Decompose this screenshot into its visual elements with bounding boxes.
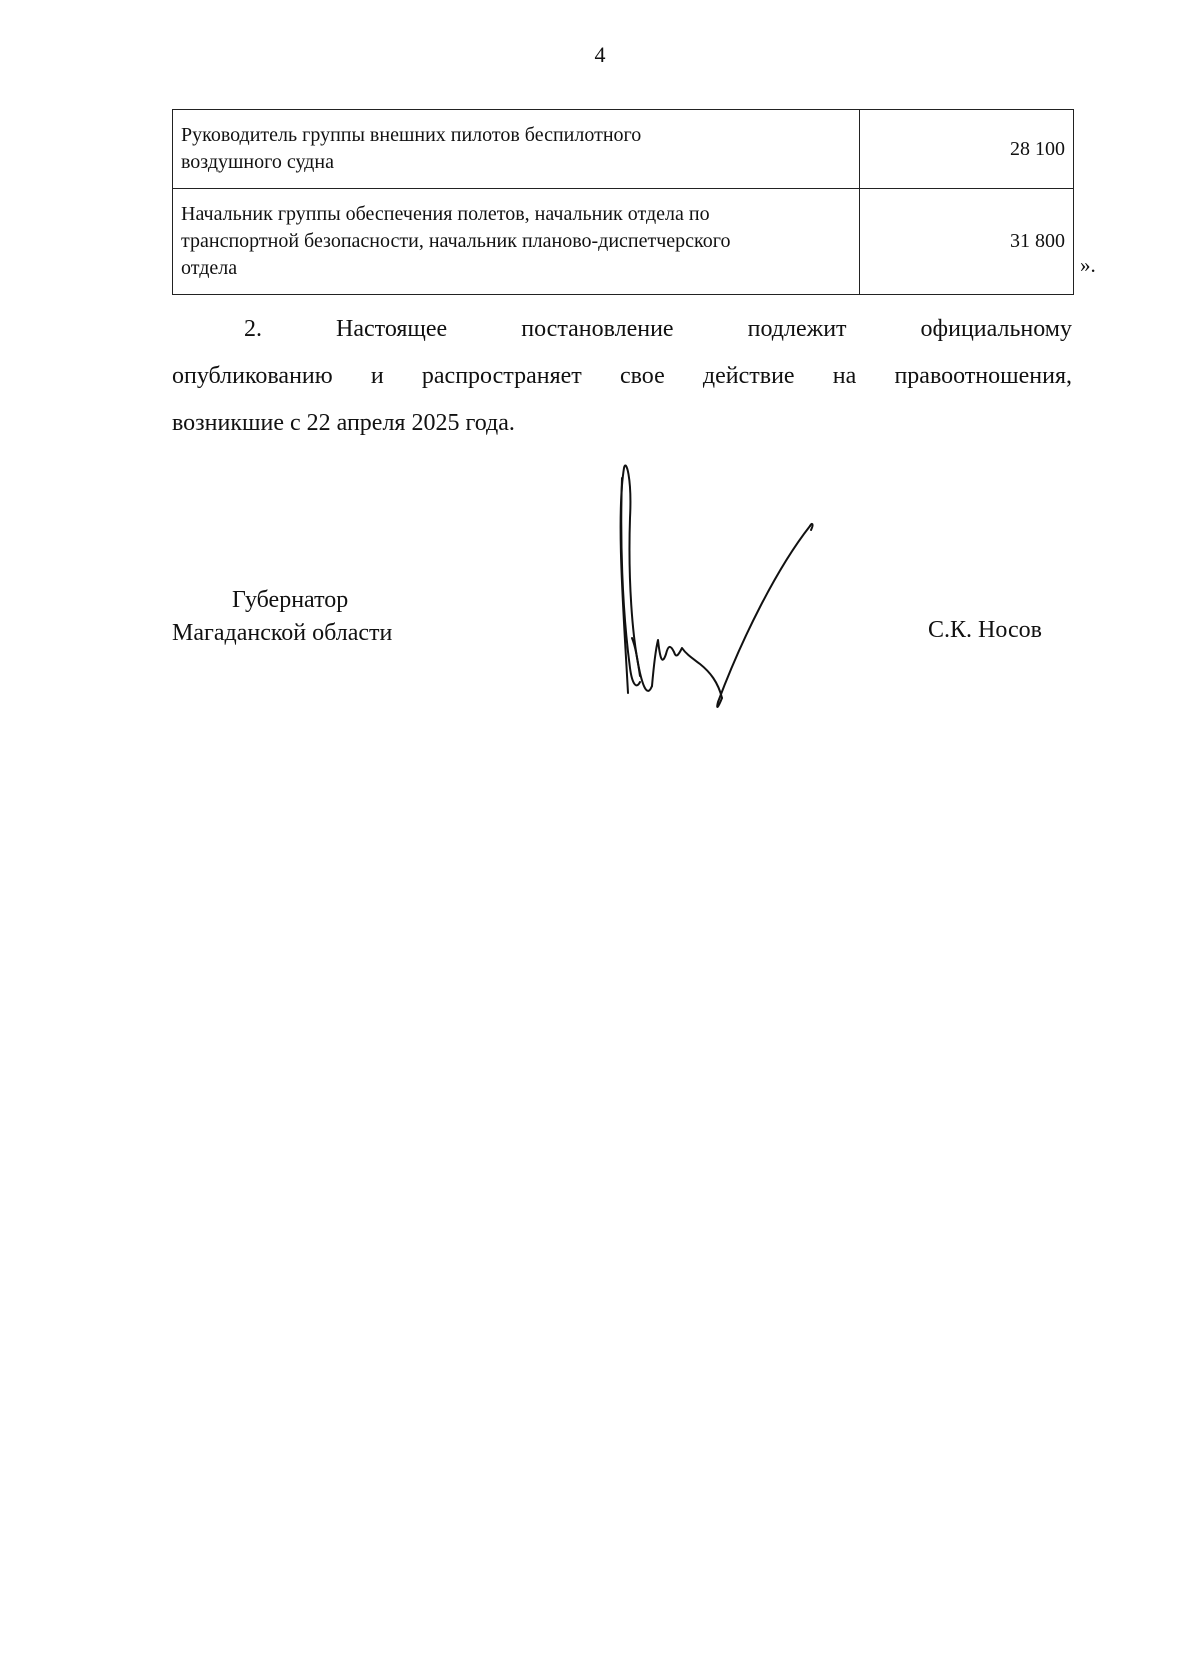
resolution-paragraph xyxy=(172,306,1072,447)
table-row xyxy=(173,110,1074,189)
signatory-title xyxy=(172,584,392,650)
page-number: 4 xyxy=(594,42,606,67)
paragraph-line: возникшие с 22 апреля 2025 года. xyxy=(172,410,515,436)
position-line: транспортной безопасности, начальник планово-диспетчерского xyxy=(181,230,731,252)
position-line: Руководитель группы внешних пилотов беспилотного xyxy=(181,124,642,146)
position-cell xyxy=(173,110,860,189)
amount-cell: 28 100 xyxy=(860,110,1074,189)
position-line: Начальник группы обеспечения полетов, начальник отдела по xyxy=(181,203,710,225)
position-cell xyxy=(173,189,860,295)
closing-quote-mark: ». xyxy=(1080,253,1096,277)
paragraph-line: 2. Настоящее постановление подлежит официальному xyxy=(244,316,1072,342)
position-line: воздушного судна xyxy=(181,151,334,173)
handwritten-signature xyxy=(612,458,842,708)
table-row xyxy=(173,189,1074,295)
signatory-name: С.К. Носов xyxy=(928,617,1042,643)
amount-cell: 31 800 xyxy=(860,189,1074,295)
signatory-title-line: Губернатор xyxy=(232,587,349,613)
position-line: отдела xyxy=(181,257,238,279)
paragraph-line: опубликованию и распространяет свое действие на правоотношения, xyxy=(172,363,1072,389)
salary-table xyxy=(172,109,1074,295)
signatory-title-line: Магаданской области xyxy=(172,620,393,646)
